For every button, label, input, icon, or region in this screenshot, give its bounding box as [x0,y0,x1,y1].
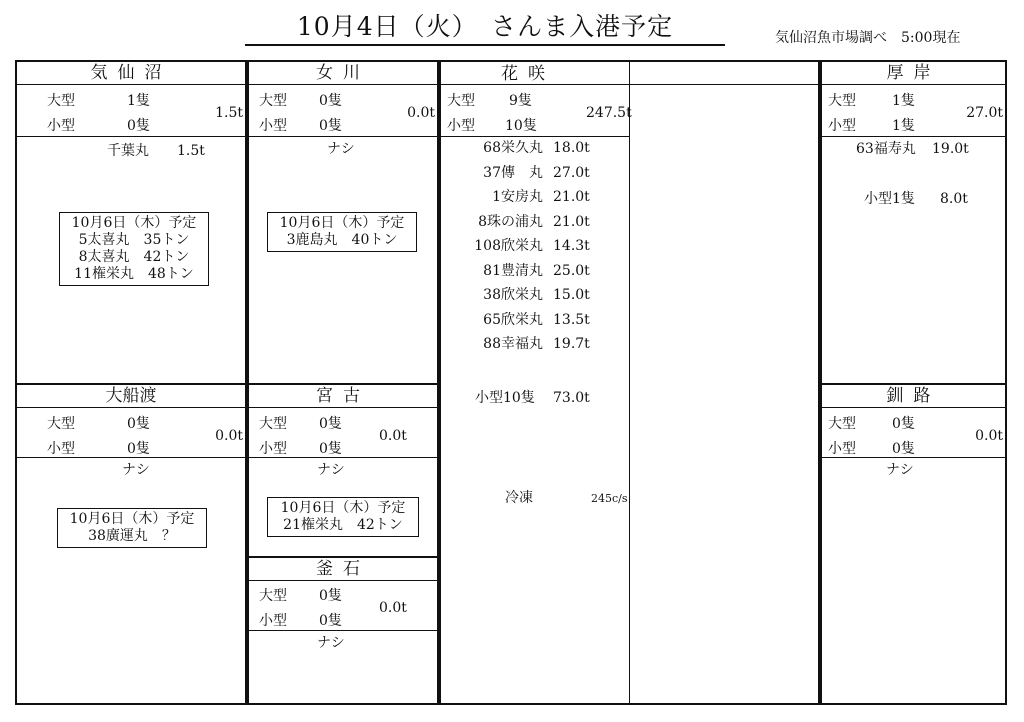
total-weight: 0.0t [407,105,435,121]
total-weight: 1.5t [215,105,243,121]
large-count: 0隻 [319,588,342,604]
ship-weight: 21.0t [553,189,590,205]
small-summary-weight: 73.0t [553,390,590,406]
ship-name: 65欣栄丸 [483,311,543,328]
port-name: 女川 [249,62,437,85]
ship-name: 108欣栄丸 [474,238,543,254]
label-small: 小型 [828,441,856,457]
frozen-value: 245c/s [591,492,628,505]
port-hanasaki [439,60,820,705]
label-large: 大型 [47,93,75,109]
port-name: 釜石 [249,558,437,581]
port-kesennuma [15,60,247,385]
schedule-box: 10月6日（木）予定 5太喜丸 35トン 8太喜丸 42トン 11権栄丸 48トン [59,212,209,286]
ship-name: 千葉丸 [107,143,149,159]
label-small: 小型 [447,118,475,134]
large-count: 1隻 [892,93,915,109]
total-weight: 0.0t [379,600,407,616]
schedule-box: 10月6日（木）予定 38廣運丸 ？ [57,508,207,548]
ship-weight: 18.0t [553,140,590,156]
ship-name: 1安房丸 [492,189,543,205]
label-large: 大型 [828,93,856,109]
ship-name: 8珠の浦丸 [478,213,543,230]
port-onagawa [247,60,439,385]
port-name: 厚岸 [822,62,1005,85]
label-small: 小型 [47,118,75,134]
label-large: 大型 [259,588,287,604]
port-ofunato [15,383,247,705]
port-name: 大船渡 [17,385,245,408]
ship-weight: 21.0t [553,213,590,230]
ship-name: 38欣栄丸 [483,287,543,303]
port-kushiro [820,383,1007,705]
large-count: 0隻 [892,416,915,432]
label-large: 大型 [259,416,287,432]
small-summary-name: 小型10隻 [475,390,535,406]
small-summary-weight: 8.0t [940,191,968,207]
small-count: 0隻 [127,118,150,134]
small-count: 0隻 [127,441,150,457]
label-small: 小型 [47,441,75,457]
port-name: 気仙沼 [17,62,245,85]
ship-name: 63福寿丸 [856,141,916,157]
small-summary-name: 小型1隻 [864,191,915,207]
small-count: 0隻 [319,613,342,629]
none-note: ナシ [317,635,345,651]
small-count: 0隻 [892,441,915,457]
total-weight: 27.0t [966,105,1003,121]
frozen-label: 冷凍 [505,490,533,506]
label-large: 大型 [447,93,475,109]
none-note: ナシ [886,462,914,478]
ship-weight: 13.5t [553,311,590,328]
ship-weight: 19.7t [553,336,590,352]
schedule-box: 10月6日（木）予定 3鹿島丸 40トン [267,212,417,252]
small-count: 10隻 [505,118,537,134]
small-count: 1隻 [892,118,915,134]
page-title: 10月4日（火） さんま入港予定 [245,10,725,46]
port-name: 釧路 [822,385,1005,408]
ship-weight: 27.0t [553,164,590,181]
ship-weight: 15.0t [553,287,590,303]
label-small: 小型 [259,118,287,134]
ship-name: 68栄久丸 [483,140,543,156]
none-note: ナシ [327,141,355,157]
port-name: 宮古 [249,385,437,408]
source-note: 気仙沼魚市場調べ 5:00現在 [775,30,961,46]
none-note: ナシ [122,462,150,478]
large-count: 0隻 [127,416,150,432]
label-small: 小型 [259,613,287,629]
schedule-box: 10月6日（木）予定 21権栄丸 42トン [267,497,419,537]
ship-weight: 25.0t [553,262,590,279]
label-large: 大型 [828,416,856,432]
ship-weight: 19.0t [932,141,969,157]
ship-name: 81豊清丸 [483,262,543,279]
total-weight: 247.5t [586,105,632,121]
port-akkeshi [820,60,1007,385]
label-small: 小型 [828,118,856,134]
label-small: 小型 [259,441,287,457]
ship-weight: 1.5t [177,143,205,159]
ship-weight: 14.3t [553,238,590,254]
label-large: 大型 [47,416,75,432]
total-weight: 0.0t [975,428,1003,444]
large-count: 1隻 [127,93,150,109]
total-weight: 0.0t [215,428,243,444]
large-count: 0隻 [319,416,342,432]
port-kamaishi [247,556,439,705]
large-count: 9隻 [509,93,532,109]
port-miyako [247,383,439,558]
ship-name: 88幸福丸 [483,336,543,352]
label-large: 大型 [259,93,287,109]
small-count: 0隻 [319,441,342,457]
large-count: 0隻 [319,93,342,109]
none-note: ナシ [317,462,345,478]
ship-name: 37傳 丸 [483,164,543,181]
total-weight: 0.0t [379,428,407,444]
port-name-text: 花咲 [501,64,555,84]
small-count: 0隻 [319,118,342,134]
